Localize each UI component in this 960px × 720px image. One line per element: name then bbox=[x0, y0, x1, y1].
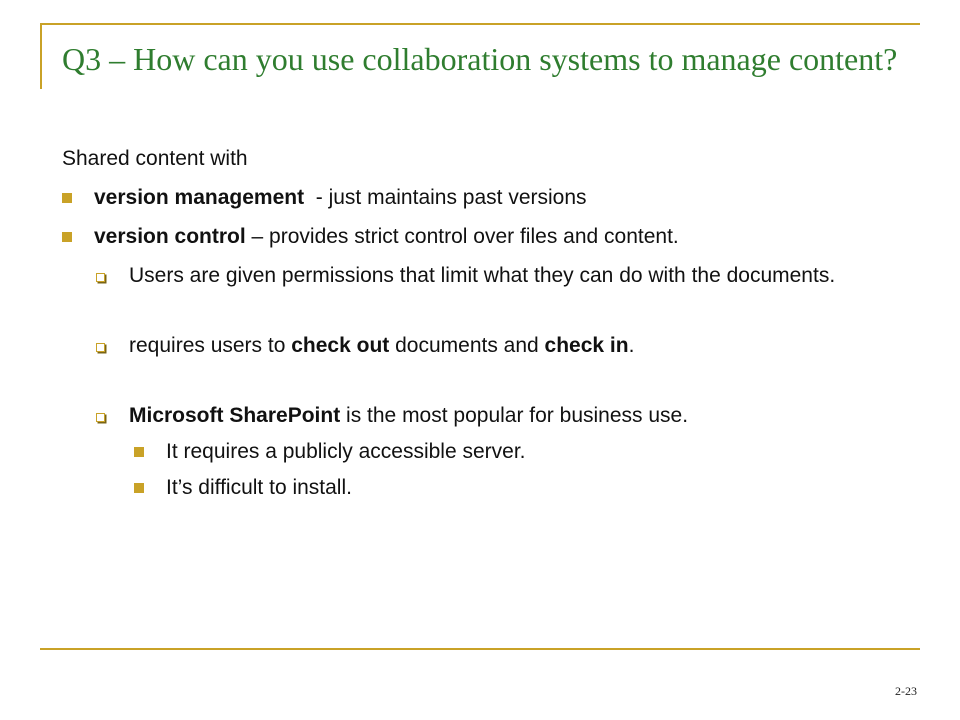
subsubbullet-install bbox=[62, 475, 902, 500]
slide-title: Q3 – How can you use collaboration systems to manage content? bbox=[62, 41, 898, 77]
subsubbullet-server bbox=[62, 439, 902, 464]
bullet-version-control bbox=[62, 224, 902, 249]
term-microsoft-sharepoint: Microsoft SharePoint bbox=[129, 404, 341, 427]
square-bullet-icon bbox=[62, 232, 72, 242]
term-check-in: check in bbox=[544, 334, 629, 357]
version-control-text: – provides strict control over files and content. bbox=[245, 225, 679, 248]
server-text: It requires a publicly accessible server. bbox=[166, 440, 526, 463]
subbullet-sharepoint bbox=[62, 403, 902, 428]
term-check-out: check out bbox=[291, 334, 390, 357]
permissions-text: Users are given permissions that limit what they can do with the documents. bbox=[129, 264, 836, 287]
subbullet-checkout bbox=[62, 333, 902, 358]
version-management-text: - just maintains past versions bbox=[304, 186, 587, 209]
bullet-version-management bbox=[62, 185, 902, 210]
left-rule bbox=[40, 23, 42, 89]
square-bullet-icon bbox=[134, 447, 144, 457]
checkout-mid-text: documents and bbox=[389, 334, 545, 357]
hollow-square-bullet-icon bbox=[96, 413, 105, 422]
top-rule bbox=[40, 23, 920, 25]
bottom-rule bbox=[40, 648, 920, 650]
hollow-square-bullet-icon bbox=[96, 343, 105, 352]
hollow-square-bullet-icon bbox=[96, 273, 105, 282]
checkout-pre-text: requires users to bbox=[129, 334, 292, 357]
square-bullet-icon bbox=[62, 193, 72, 203]
subbullet-permissions bbox=[62, 263, 902, 288]
term-version-control: version control bbox=[94, 225, 246, 248]
intro-text: Shared content with bbox=[62, 147, 248, 170]
slide-body bbox=[62, 146, 902, 500]
term-version-management: version management bbox=[94, 186, 305, 209]
install-text: It’s difficult to install. bbox=[166, 476, 352, 499]
checkout-post-text: . bbox=[628, 334, 635, 357]
sharepoint-text: is the most popular for business use. bbox=[340, 404, 689, 427]
square-bullet-icon bbox=[134, 483, 144, 493]
page-number: 2-23 bbox=[895, 684, 917, 698]
